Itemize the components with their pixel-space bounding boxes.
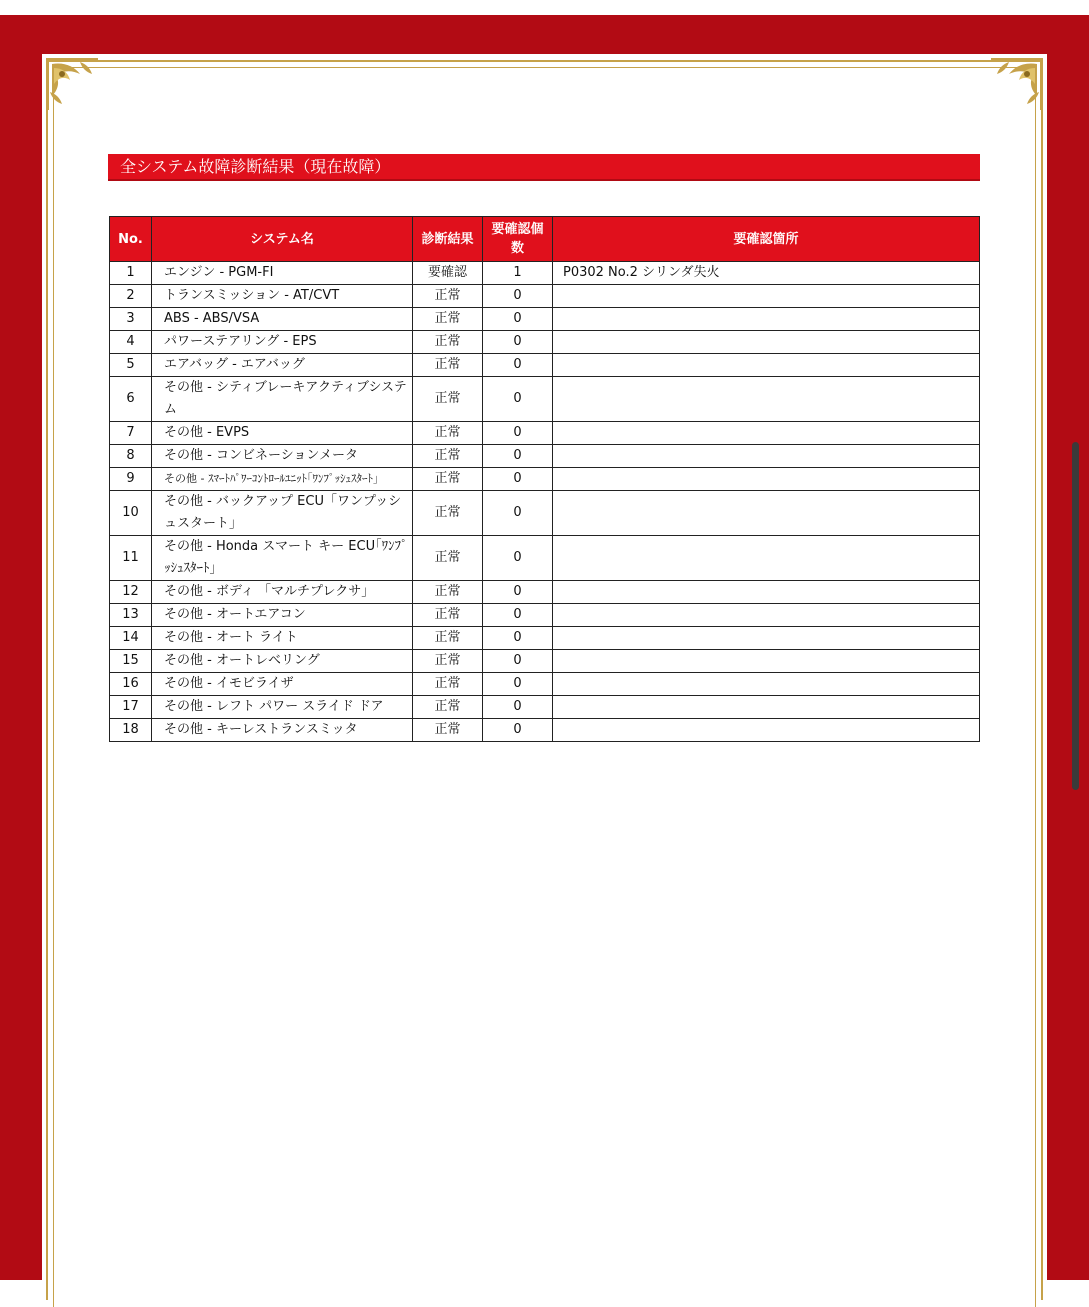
cell-no: 2: [110, 285, 152, 308]
cell-result: 正常: [413, 331, 483, 354]
table-row: [110, 696, 980, 719]
header-diagnosis-result: 診断結果: [413, 217, 483, 262]
diagnosis-result-table: [109, 216, 980, 742]
cell-no: 15: [110, 650, 152, 673]
cell-count: 0: [483, 468, 553, 491]
cell-system-name: パワーステアリング - EPS: [152, 331, 413, 354]
cell-no: 9: [110, 468, 152, 491]
cell-system-name: その他 - オートエアコン: [152, 604, 413, 627]
cell-detail: [553, 331, 980, 354]
cell-detail: [553, 650, 980, 673]
cell-no: 1: [110, 262, 152, 285]
cell-detail: [553, 581, 980, 604]
cell-system-name: エアバッグ - エアバッグ: [152, 354, 413, 377]
cell-result: 正常: [413, 308, 483, 331]
table-row: [110, 719, 980, 742]
table-row: [110, 604, 980, 627]
cell-system-name: その他 - オートレベリング: [152, 650, 413, 673]
table-row: [110, 673, 980, 696]
cell-system-name: その他 - キーレストランスミッタ: [152, 719, 413, 742]
section-title-bar: [108, 154, 980, 181]
cell-count: 0: [483, 536, 553, 581]
cell-detail: [553, 491, 980, 536]
cell-result: 正常: [413, 581, 483, 604]
section-title: 全システム故障診断結果（現在故障）: [120, 157, 391, 176]
table-row: [110, 445, 980, 468]
cell-count: 0: [483, 604, 553, 627]
cell-system-name: ABS - ABS/VSA: [152, 308, 413, 331]
table-row: [110, 422, 980, 445]
cell-count: 0: [483, 627, 553, 650]
cell-no: 6: [110, 377, 152, 422]
table-row: [110, 377, 980, 422]
cell-detail: [553, 308, 980, 331]
cell-detail: [553, 696, 980, 719]
cell-no: 16: [110, 673, 152, 696]
cell-result: 正常: [413, 719, 483, 742]
cell-system-name: その他 - EVPS: [152, 422, 413, 445]
cell-detail: [553, 285, 980, 308]
vertical-scrollbar[interactable]: [1072, 442, 1079, 790]
cell-system-name: トランスミッション - AT/CVT: [152, 285, 413, 308]
cell-count: 0: [483, 696, 553, 719]
cell-system-name: その他 - ボディ 「マルチプレクサ」: [152, 581, 413, 604]
ornament-corner-icon: [40, 52, 104, 116]
cell-system-name: その他 - イモビライザ: [152, 673, 413, 696]
cell-count: 0: [483, 673, 553, 696]
cell-no: 4: [110, 331, 152, 354]
cell-detail: [553, 377, 980, 422]
cell-result: 正常: [413, 445, 483, 468]
header-system-name: システム名: [152, 217, 413, 262]
cell-result: 正常: [413, 422, 483, 445]
header-check-location: 要確認箇所: [553, 217, 980, 262]
table-header-row: [110, 217, 980, 262]
cell-result: 正常: [413, 673, 483, 696]
cell-count: 0: [483, 331, 553, 354]
cell-result: 正常: [413, 650, 483, 673]
table-row: [110, 650, 980, 673]
table-row: [110, 627, 980, 650]
cell-count: 0: [483, 719, 553, 742]
cell-no: 3: [110, 308, 152, 331]
cell-result: 正常: [413, 604, 483, 627]
cell-no: 14: [110, 627, 152, 650]
cell-detail: [553, 627, 980, 650]
cell-system-name: その他 - ｽﾏｰﾄﾊﾟﾜｰｺﾝﾄﾛｰﾙﾕﾆｯﾄ｢ﾜﾝﾌﾟｯｼｭｽﾀｰﾄ｣: [152, 468, 413, 491]
cell-system-name: その他 - Honda スマート キー ECU｢ﾜﾝﾌﾟｯｼｭｽﾀｰﾄ｣: [152, 536, 413, 581]
cell-count: 0: [483, 445, 553, 468]
cell-detail: [553, 422, 980, 445]
cell-count: 0: [483, 308, 553, 331]
cell-count: 0: [483, 285, 553, 308]
cell-detail: [553, 719, 980, 742]
cell-no: 12: [110, 581, 152, 604]
cell-no: 18: [110, 719, 152, 742]
cell-system-name: エンジン - PGM-FI: [152, 262, 413, 285]
cell-result: 正常: [413, 377, 483, 422]
cell-system-name: その他 - コンビネーションメータ: [152, 445, 413, 468]
cell-no: 11: [110, 536, 152, 581]
cell-count: 1: [483, 262, 553, 285]
cell-system-name: その他 - オート ライト: [152, 627, 413, 650]
table-row: [110, 308, 980, 331]
header-no: No.: [110, 217, 152, 262]
cell-detail: [553, 468, 980, 491]
cell-result: 正常: [413, 468, 483, 491]
cell-detail: [553, 354, 980, 377]
ornament-corner-icon: [985, 52, 1049, 116]
cell-detail: [553, 604, 980, 627]
cell-result: 要確認: [413, 262, 483, 285]
table-row: [110, 354, 980, 377]
cell-count: 0: [483, 354, 553, 377]
cell-result: 正常: [413, 627, 483, 650]
cell-no: 13: [110, 604, 152, 627]
cell-no: 8: [110, 445, 152, 468]
table-row: [110, 331, 980, 354]
cell-no: 10: [110, 491, 152, 536]
cell-result: 正常: [413, 354, 483, 377]
cell-result: 正常: [413, 285, 483, 308]
cell-result: 正常: [413, 536, 483, 581]
cell-detail: [553, 673, 980, 696]
table-row: [110, 536, 980, 581]
cell-no: 5: [110, 354, 152, 377]
cell-no: 7: [110, 422, 152, 445]
cell-count: 0: [483, 422, 553, 445]
cell-detail: P0302 No.2 シリンダ失火: [553, 262, 980, 285]
top-strip: [0, 0, 1089, 15]
table-row: [110, 285, 980, 308]
cell-system-name: その他 - バックアップ ECU「ワンプッシュスタート」: [152, 491, 413, 536]
cell-count: 0: [483, 650, 553, 673]
header-check-count: 要確認個数: [483, 217, 553, 262]
cell-result: 正常: [413, 491, 483, 536]
cell-system-name: その他 - レフト パワー スライド ドア: [152, 696, 413, 719]
cell-detail: [553, 445, 980, 468]
table-row: [110, 581, 980, 604]
cell-count: 0: [483, 377, 553, 422]
cell-system-name: その他 - シティブレーキアクティブシステム: [152, 377, 413, 422]
cell-no: 17: [110, 696, 152, 719]
cell-count: 0: [483, 491, 553, 536]
table-row: [110, 262, 980, 285]
cell-result: 正常: [413, 696, 483, 719]
cell-count: 0: [483, 581, 553, 604]
cell-detail: [553, 536, 980, 581]
table-row: [110, 468, 980, 491]
table-row: [110, 491, 980, 536]
